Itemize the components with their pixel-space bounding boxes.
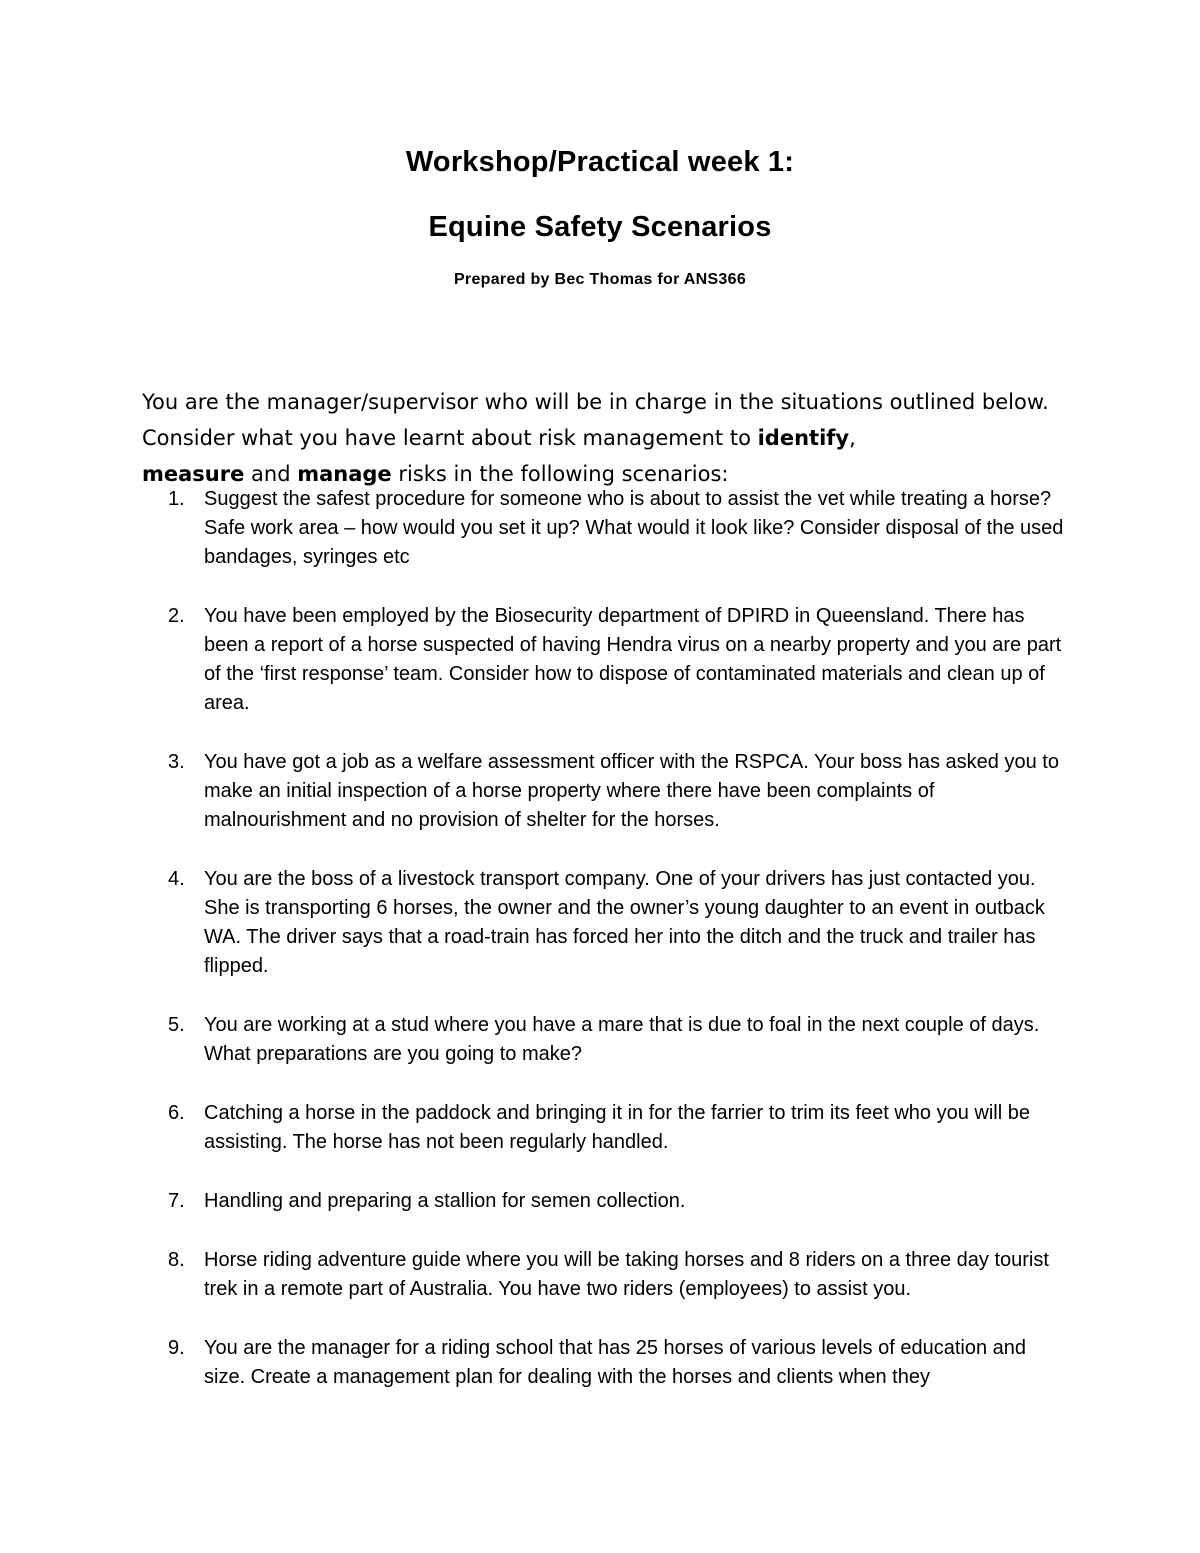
scenario-text: You have been employed by the Biosecurity department of DPIRD in Queensland. There has been a report of a horse suspected of having Hendra virus on a nearby property and you are part of the ‘first response’ team. Consider how to dispose of contaminated materials and clean up of area. — [204, 605, 1062, 714]
scenario-text: Suggest the safest procedure for someone who is about to assist the vet while treating a horse? Safe work area – how would you set it up? What would it look like? Consider disposal of the used bandages, syringes etc — [204, 488, 1064, 568]
intro-paragraph — [142, 384, 1062, 492]
intro-bold-measure: measure — [142, 462, 245, 486]
scenario-text: You are the boss of a livestock transport company. One of your drivers has just contacted you. She is transporting 6 horses, the owner and the owner’s young daughter to an event in outback WA. The driver says that a road-train has forced her into the ditch and the truck and trailer has flipped. — [204, 868, 1045, 977]
intro-text-4: risks in the following scenarios: — [391, 462, 729, 486]
scenario-number: 3. — [168, 751, 185, 773]
scenario-item-6 — [150, 1099, 1090, 1157]
scenario-number: 7. — [168, 1190, 185, 1212]
scenario-item-4 — [150, 865, 1090, 981]
scenario-text: You are the manager for a riding school that has 25 horses of various levels of education and size. Create a management plan for dealing with the horses and clients when they — [204, 1337, 1027, 1388]
intro-text-2: , — [849, 426, 856, 450]
scenario-number: 5. — [168, 1014, 185, 1036]
scenario-text: Horse riding adventure guide where you will be taking horses and 8 riders on a three day tourist trek in a remote part of Australia. You have two riders (employees) to assist you. — [204, 1249, 1049, 1300]
intro-text-1: You are the manager/supervisor who will be in charge in the situations outlined below. Consider what you have learnt about risk management to — [142, 390, 1049, 450]
scenario-number: 6. — [168, 1102, 185, 1124]
scenario-text: You are working at a stud where you have a mare that is due to foal in the next couple of days. What preparations are you going to make? — [204, 1014, 1040, 1065]
scenario-item-1 — [150, 485, 1090, 572]
scenario-item-5 — [150, 1011, 1090, 1069]
scenario-list — [150, 485, 1090, 1422]
scenario-text: Catching a horse in the paddock and bringing it in for the farrier to trim its feet who you will be assisting. The horse has not been regularly handled. — [204, 1102, 1030, 1153]
scenario-item-8 — [150, 1246, 1090, 1304]
scenario-item-9 — [150, 1334, 1090, 1392]
intro-text-3: and — [244, 462, 298, 486]
scenario-number: 8. — [168, 1249, 185, 1271]
scenario-number: 9. — [168, 1337, 185, 1359]
scenario-item-7 — [150, 1187, 1090, 1216]
intro-bold-identify: identify — [757, 426, 850, 450]
document-title: Workshop/Practical week 1: — [405, 146, 795, 178]
scenario-text: You have got a job as a welfare assessment officer with the RSPCA. Your boss has asked you to make an initial inspection of a horse property where there have been complaints of malnourishment and no provision of shelter for the horses. — [204, 751, 1059, 831]
scenario-number: 1. — [168, 488, 185, 510]
scenario-number: 4. — [168, 868, 185, 890]
scenario-text: Handling and preparing a stallion for semen collection. — [204, 1190, 686, 1212]
scenario-item-3 — [150, 748, 1090, 835]
scenario-number: 2. — [168, 605, 185, 627]
intro-bold-manage: manage — [297, 462, 392, 486]
document-subtitle-heading: Equine Safety Scenarios — [428, 211, 772, 243]
prepared-by-line: Prepared by Bec Thomas for ANS366 — [453, 271, 747, 288]
scenario-item-2 — [150, 602, 1090, 718]
